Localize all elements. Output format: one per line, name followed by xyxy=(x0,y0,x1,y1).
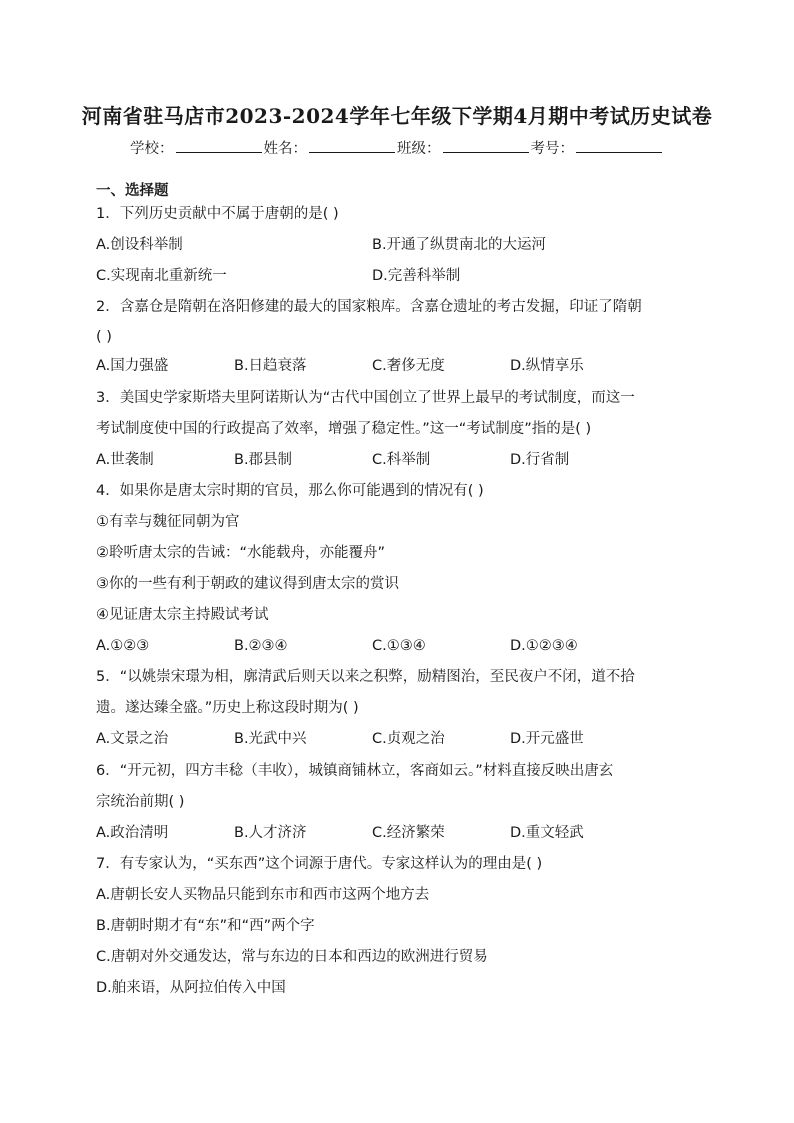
q3-stem-line1: 3．美国史学家斯塔夫里阿诺斯认为“古代中国创立了世界上最早的考试制度，而这一 xyxy=(96,390,635,406)
q1-option-c[interactable]: C.实现南北重新统一 xyxy=(96,268,227,284)
q4-option-b[interactable]: B.②③④ xyxy=(234,638,288,654)
q3-stem-line2: 考试制度使中国的行政提高了效率，增强了稳定性。”这一“考试制度”指的是( ) xyxy=(96,421,592,437)
q7-stem: 7．有专家认为，“买东西”这个词源于唐代。专家这样认为的理由是( ) xyxy=(96,856,543,872)
q1-option-a[interactable]: A.创设科举制 xyxy=(96,237,183,253)
name-label: 姓名： xyxy=(263,141,307,157)
q1-stem: 1．下列历史贡献中不属于唐朝的是( ) xyxy=(96,206,339,222)
section-heading: 一、选择题 xyxy=(96,183,169,199)
school-blank[interactable] xyxy=(176,138,262,153)
q1-option-b[interactable]: B.开通了纵贯南北的大运河 xyxy=(372,237,547,253)
q4-statement-3: ③你的一些有利于朝政的建议得到唐太宗的赏识 xyxy=(96,576,399,592)
q3-option-a[interactable]: A.世袭制 xyxy=(96,452,154,468)
q7-option-b[interactable]: B.唐朝时期才有“东”和“西”两个字 xyxy=(96,918,315,934)
q3-options xyxy=(96,450,716,470)
q3-option-b[interactable]: B.郡县制 xyxy=(234,452,293,468)
class-label: 班级： xyxy=(397,141,441,157)
q5-options xyxy=(96,729,716,749)
q2-option-b[interactable]: B.日趋衰落 xyxy=(234,358,307,374)
q1-option-d[interactable]: D.完善科举制 xyxy=(372,268,461,284)
q2-option-d[interactable]: D.纵情享乐 xyxy=(510,358,584,374)
q4-options xyxy=(96,636,716,656)
q6-stem-line1: 6．“开元初，四方丰稔（丰收），城镇商铺林立，客商如云。”材料直接反映出唐玄 xyxy=(96,763,614,779)
q7-option-a[interactable]: A.唐朝长安人买物品只能到东市和西市这两个地方去 xyxy=(96,887,430,903)
q5-option-c[interactable]: C.贞观之治 xyxy=(372,731,445,747)
q2-option-c[interactable]: C.奢侈无度 xyxy=(372,358,445,374)
q5-option-a[interactable]: A.文景之治 xyxy=(96,731,169,747)
q6-option-d[interactable]: D.重文轻武 xyxy=(510,825,584,841)
q2-options xyxy=(96,356,716,376)
q3-option-d[interactable]: D.行省制 xyxy=(510,452,570,468)
q4-statement-4: ④见证唐太宗主持殿试考试 xyxy=(96,607,269,623)
q2-option-a[interactable]: A.国力强盛 xyxy=(96,358,169,374)
q4-option-d[interactable]: D.①②③④ xyxy=(510,638,578,654)
school-label: 学校： xyxy=(130,141,174,157)
q6-option-a[interactable]: A.政治清明 xyxy=(96,825,169,841)
q4-statement-2: ②聆听唐太宗的告诫：“水能载舟，亦能覆舟” xyxy=(96,545,386,561)
q7-option-d[interactable]: D.舶来语，从阿拉伯传入中国 xyxy=(96,980,286,996)
q2-stem-line2: ( ) xyxy=(96,329,112,345)
q6-stem-line2: 宗统治前期( ) xyxy=(96,794,185,810)
class-blank[interactable] xyxy=(443,138,529,153)
q6-option-b[interactable]: B.人才济济 xyxy=(234,825,307,841)
q6-options xyxy=(96,823,716,843)
q5-option-b[interactable]: B.光武中兴 xyxy=(234,731,307,747)
name-blank[interactable] xyxy=(309,138,395,153)
q5-stem-line2: 遗。遂达臻全盛。”历史上称这段时期为( ) xyxy=(96,700,359,716)
q5-option-d[interactable]: D.开元盛世 xyxy=(510,731,584,747)
q6-option-c[interactable]: C.经济繁荣 xyxy=(372,825,445,841)
q4-statement-1: ①有幸与魏征同朝为官 xyxy=(96,514,240,530)
q1-options xyxy=(96,235,716,255)
q4-option-a[interactable]: A.①②③ xyxy=(96,638,150,654)
q5-stem-line1: 5．“以姚崇宋璟为相，廓清武后则天以来之积弊，励精图治，至民夜户不闭，道不拾 xyxy=(96,669,635,685)
q3-option-c[interactable]: C.科举制 xyxy=(372,452,431,468)
student-info xyxy=(0,137,794,158)
page-title: 河南省驻马店市2023-2024学年七年级下学期4月期中考试历史试卷 xyxy=(81,104,713,128)
number-label: 考号： xyxy=(530,141,574,157)
q4-stem: 4．如果你是唐太宗时期的官员，那么你可能遇到的情况有( ) xyxy=(96,483,484,499)
number-blank[interactable] xyxy=(576,138,662,153)
q4-option-c[interactable]: C.①③④ xyxy=(372,638,426,654)
q2-stem-line1: 2．含嘉仓是隋朝在洛阳修建的最大的国家粮库。含嘉仓遗址的考古发掘，印证了隋朝 xyxy=(96,299,642,315)
q7-option-c[interactable]: C.唐朝对外交通发达，常与东边的日本和西边的欧洲进行贸易 xyxy=(96,949,488,965)
q1-options-2 xyxy=(96,266,716,286)
